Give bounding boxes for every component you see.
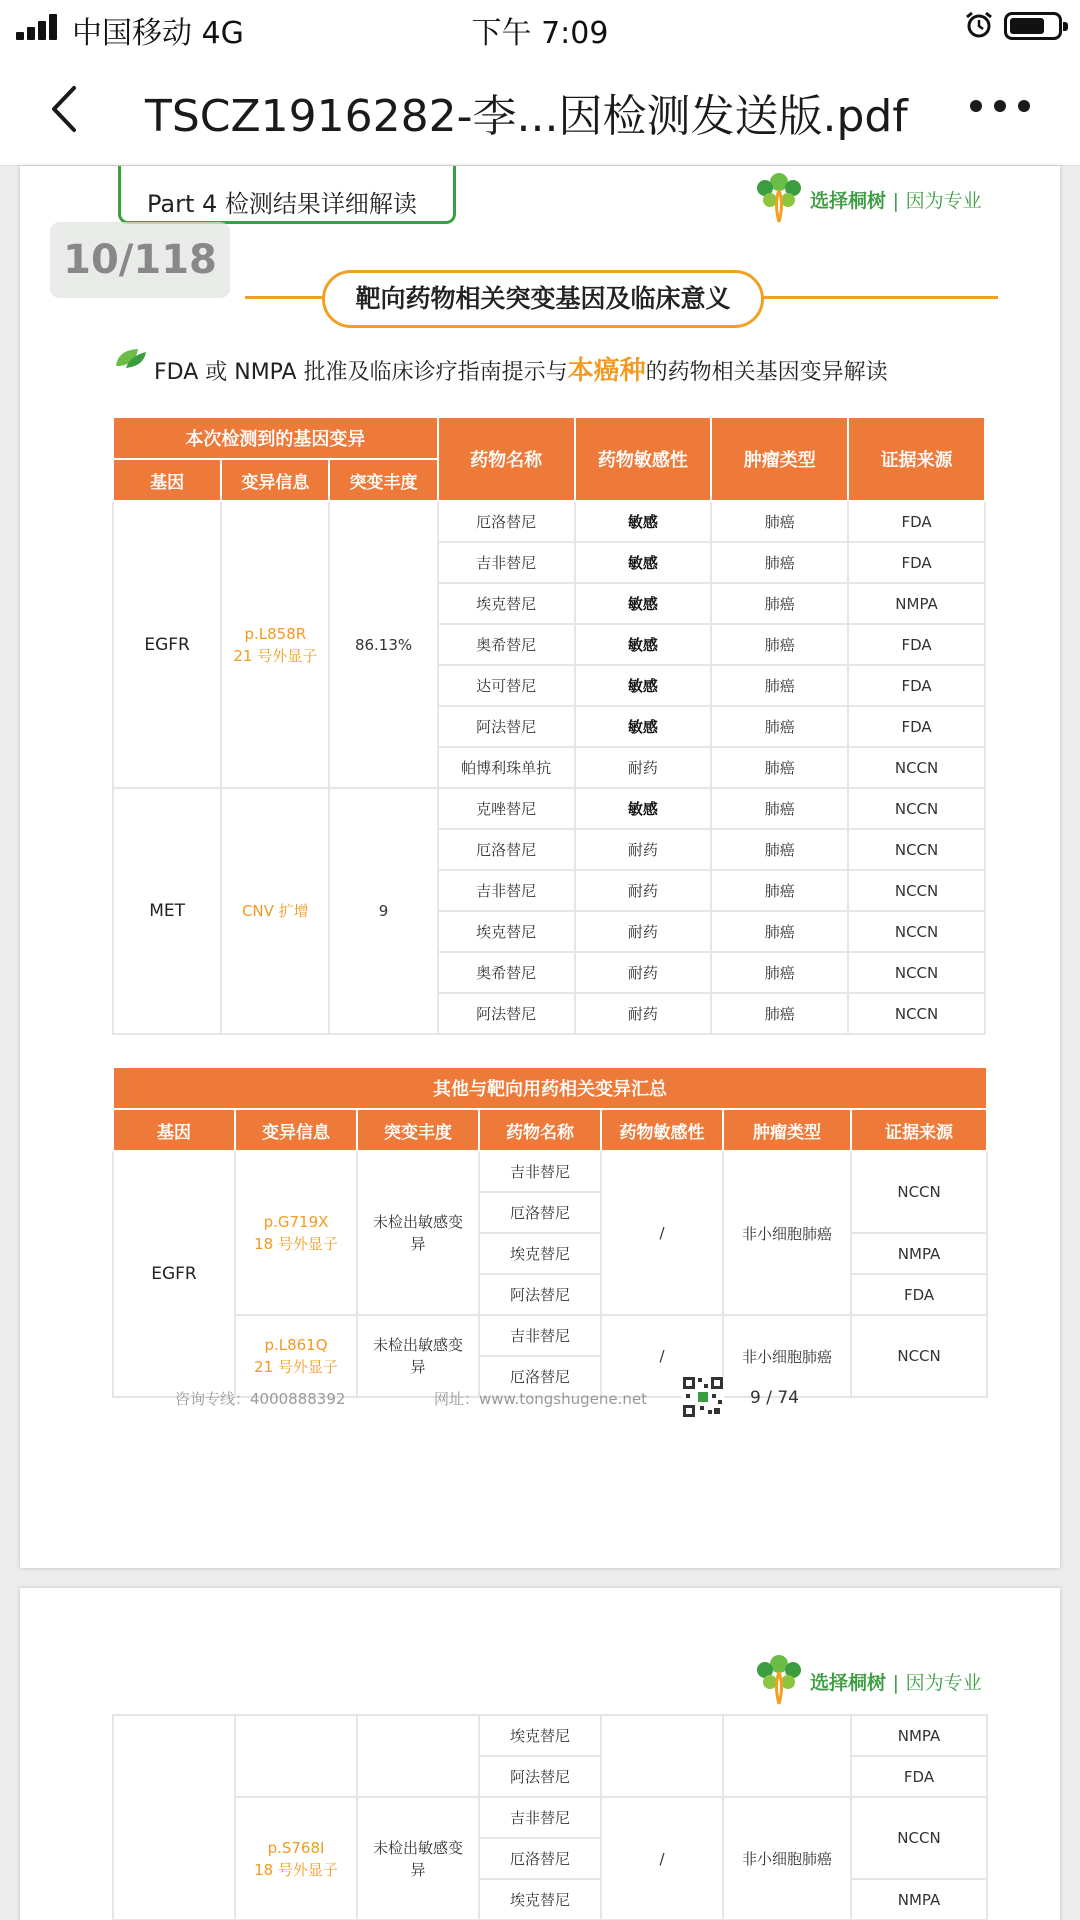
tumor-cell: 非小细胞肺癌 xyxy=(723,1797,851,1920)
tumor-cell: 肺癌 xyxy=(711,788,848,829)
evidence-cell: NCCN xyxy=(848,952,985,993)
gene-cell xyxy=(113,1715,235,1920)
intro-after: 的药物相关基因变异解读 xyxy=(645,360,888,385)
tumor-cell xyxy=(723,1715,851,1797)
evidence-cell: FDA xyxy=(851,1756,987,1797)
tumor-cell: 肺癌 xyxy=(711,665,848,706)
table-row xyxy=(113,1715,987,1756)
footer-contact: 咨询专线：4000888392 xyxy=(175,1390,346,1408)
drug-cell: 吉非替尼 xyxy=(479,1797,601,1838)
tumor-cell: 肺癌 xyxy=(711,952,848,993)
variant-cell: p.S768I 18 号外显子 xyxy=(235,1797,357,1920)
drug-cell: 厄洛替尼 xyxy=(479,1356,601,1397)
evidence-cell: FDA xyxy=(848,542,985,583)
column-header-drug: 药物名称 xyxy=(479,1109,601,1151)
column-header-tumor: 肿瘤类型 xyxy=(723,1109,851,1151)
table-row xyxy=(113,1315,987,1356)
column-header-gene: 基因 xyxy=(113,1109,235,1151)
sensitivity-cell: 敏感 xyxy=(575,542,712,583)
drug-cell: 阿法替尼 xyxy=(479,1756,601,1797)
pdf-page xyxy=(20,166,1060,1568)
drug-cell: 奥希替尼 xyxy=(438,624,575,665)
freq-cell xyxy=(357,1715,479,1797)
tumor-cell: 非小细胞肺癌 xyxy=(723,1315,851,1397)
alarm-icon xyxy=(964,10,994,40)
drug-cell: 达可替尼 xyxy=(438,665,575,706)
sensitivity-cell: 敏感 xyxy=(575,788,712,829)
drug-cell: 吉非替尼 xyxy=(479,1151,601,1192)
sensitivity-cell: 敏感 xyxy=(575,583,712,624)
column-header-sensitivity: 药物敏感性 xyxy=(575,417,712,501)
evidence-cell: FDA xyxy=(848,665,985,706)
evidence-cell: FDA xyxy=(848,706,985,747)
evidence-cell: NCCN xyxy=(851,1797,987,1879)
evidence-cell: NCCN xyxy=(851,1315,987,1397)
drug-cell: 吉非替尼 xyxy=(438,870,575,911)
column-header-evidence: 证据来源 xyxy=(848,417,985,501)
gene-cell: EGFR xyxy=(113,501,221,788)
logo-name: 选择桐树 xyxy=(810,190,887,212)
drug-cell: 阿法替尼 xyxy=(479,1274,601,1315)
variant-cell: p.L861Q 21 号外显子 xyxy=(235,1315,357,1397)
other-variants-table-continued xyxy=(112,1714,988,1920)
tumor-cell: 肺癌 xyxy=(711,911,848,952)
logo-name: 选择桐树 xyxy=(810,1672,887,1694)
drug-cell: 吉非替尼 xyxy=(438,542,575,583)
table-group-header: 本次检测到的基因变异 xyxy=(113,417,438,459)
sensitivity-cell: 耐药 xyxy=(575,993,712,1034)
column-header-drug: 药物名称 xyxy=(438,417,575,501)
gene-cell: MET xyxy=(113,788,221,1034)
table-row xyxy=(113,788,985,829)
table-row xyxy=(113,1797,987,1838)
sensitivity-cell: / xyxy=(601,1797,723,1920)
freq-cell: 未检出敏感变异 xyxy=(357,1315,479,1397)
evidence-cell: NCCN xyxy=(848,911,985,952)
pdf-page xyxy=(20,1588,1060,1920)
column-header-tumor: 肿瘤类型 xyxy=(711,417,848,501)
document-title: TSCZ1916282-李...因检测发送版.pdf xyxy=(145,91,908,142)
leaf-icon xyxy=(114,346,148,370)
section-title: 靶向药物相关突变基因及临床意义 xyxy=(322,270,764,328)
sensitivity-cell: 耐药 xyxy=(575,870,712,911)
intro-before: FDA 或 NMPA 批准及临床诊疗指南提示与 xyxy=(154,360,568,385)
tumor-cell: 肺癌 xyxy=(711,993,848,1034)
sensitivity-cell: 敏感 xyxy=(575,665,712,706)
table-row xyxy=(113,501,985,542)
drug-cell: 埃克替尼 xyxy=(479,1879,601,1920)
evidence-cell: NCCN xyxy=(848,747,985,788)
tumor-cell: 非小细胞肺癌 xyxy=(723,1151,851,1315)
company-logo xyxy=(750,1648,982,1712)
gene-cell: EGFR xyxy=(113,1151,235,1397)
more-options-icon[interactable] xyxy=(970,100,1030,114)
column-header-gene: 基因 xyxy=(113,459,221,501)
sensitivity-cell: 耐药 xyxy=(575,829,712,870)
logo-tagline: 因为专业 xyxy=(905,190,982,212)
sensitivity-cell: 耐药 xyxy=(575,952,712,993)
evidence-cell: NMPA xyxy=(851,1715,987,1756)
intro-highlight: 本癌种 xyxy=(567,356,646,386)
sensitivity-cell: / xyxy=(601,1315,723,1397)
tumor-cell: 肺癌 xyxy=(711,583,848,624)
column-header-evidence: 证据来源 xyxy=(851,1109,987,1151)
variant-cell: p.G719X 18 号外显子 xyxy=(235,1151,357,1315)
table-row xyxy=(113,1151,987,1192)
evidence-cell: NCCN xyxy=(848,788,985,829)
drug-cell: 埃克替尼 xyxy=(438,911,575,952)
variant-cell: p.L858R 21 号外显子 xyxy=(221,501,329,788)
tumor-cell: 肺癌 xyxy=(711,542,848,583)
drug-cell: 埃克替尼 xyxy=(479,1233,601,1274)
sensitivity-cell: / xyxy=(601,1151,723,1315)
drug-cell: 阿法替尼 xyxy=(438,706,575,747)
sensitivity-cell: 敏感 xyxy=(575,501,712,542)
tumor-cell: 肺癌 xyxy=(711,829,848,870)
sensitivity-cell xyxy=(601,1715,723,1797)
qr-code-icon xyxy=(682,1376,724,1418)
tumor-cell: 肺癌 xyxy=(711,624,848,665)
drug-cell: 帕博利珠单抗 xyxy=(438,747,575,788)
drug-cell: 埃克替尼 xyxy=(438,583,575,624)
drug-cell: 厄洛替尼 xyxy=(438,501,575,542)
freq-cell: 9 xyxy=(329,788,437,1034)
detected-variants-table xyxy=(112,416,986,1035)
other-variants-table xyxy=(112,1066,988,1398)
company-logo xyxy=(750,166,982,230)
tumor-cell: 肺癌 xyxy=(711,747,848,788)
evidence-cell: FDA xyxy=(851,1274,987,1315)
evidence-cell: NCCN xyxy=(848,829,985,870)
drug-cell: 埃克替尼 xyxy=(479,1715,601,1756)
column-header-variant: 变异信息 xyxy=(221,459,329,501)
footer-url: 网址：www.tongshugene.net xyxy=(434,1390,647,1408)
evidence-cell: NCCN xyxy=(851,1151,987,1233)
evidence-cell: NMPA xyxy=(851,1233,987,1274)
freq-cell: 未检出敏感变异 xyxy=(357,1797,479,1920)
tumor-cell: 肺癌 xyxy=(711,870,848,911)
freq-cell: 未检出敏感变异 xyxy=(357,1151,479,1315)
variant-cell: CNV 扩增 xyxy=(221,788,329,1034)
back-chevron-icon[interactable] xyxy=(40,82,90,136)
sensitivity-cell: 耐药 xyxy=(575,911,712,952)
drug-cell: 吉非替尼 xyxy=(479,1315,601,1356)
table-title: 其他与靶向用药相关变异汇总 xyxy=(113,1067,987,1109)
battery-icon xyxy=(1004,12,1062,40)
variant-cell xyxy=(235,1715,357,1797)
column-header-freq: 突变丰度 xyxy=(329,459,437,501)
logo-tagline: 因为专业 xyxy=(905,1672,982,1694)
evidence-cell: NMPA xyxy=(851,1879,987,1920)
logo-separator: | xyxy=(892,190,900,212)
column-header-freq: 突变丰度 xyxy=(357,1109,479,1151)
drug-cell: 厄洛替尼 xyxy=(479,1838,601,1879)
sensitivity-cell: 耐药 xyxy=(575,747,712,788)
status-time: 下午 7:09 xyxy=(471,16,609,51)
nav-bar xyxy=(0,52,1080,166)
column-header-variant: 变异信息 xyxy=(235,1109,357,1151)
freq-cell: 86.13% xyxy=(329,501,437,788)
column-header-sensitivity: 药物敏感性 xyxy=(601,1109,723,1151)
evidence-cell: NCCN xyxy=(848,993,985,1034)
drug-cell: 厄洛替尼 xyxy=(479,1192,601,1233)
carrier-label: 中国移动 4G xyxy=(72,16,244,51)
evidence-cell: NCCN xyxy=(848,870,985,911)
intro-text xyxy=(154,350,888,387)
status-bar xyxy=(0,0,1080,52)
sensitivity-cell: 敏感 xyxy=(575,706,712,747)
drug-cell: 厄洛替尼 xyxy=(438,829,575,870)
evidence-cell: FDA xyxy=(848,624,985,665)
tumor-cell: 肺癌 xyxy=(711,501,848,542)
page-number: 9 / 74 xyxy=(750,1388,799,1408)
evidence-cell: FDA xyxy=(848,501,985,542)
drug-cell: 奥希替尼 xyxy=(438,952,575,993)
page-indicator: 10/118 xyxy=(50,222,230,298)
sensitivity-cell: 敏感 xyxy=(575,624,712,665)
part-label: Part 4 检测结果详细解读 xyxy=(147,190,417,218)
tree-logo-icon xyxy=(750,168,808,226)
drug-cell: 克唑替尼 xyxy=(438,788,575,829)
evidence-cell: NMPA xyxy=(848,583,985,624)
tumor-cell: 肺癌 xyxy=(711,706,848,747)
drug-cell: 阿法替尼 xyxy=(438,993,575,1034)
logo-separator: | xyxy=(892,1672,900,1694)
tree-logo-icon xyxy=(750,1650,808,1708)
